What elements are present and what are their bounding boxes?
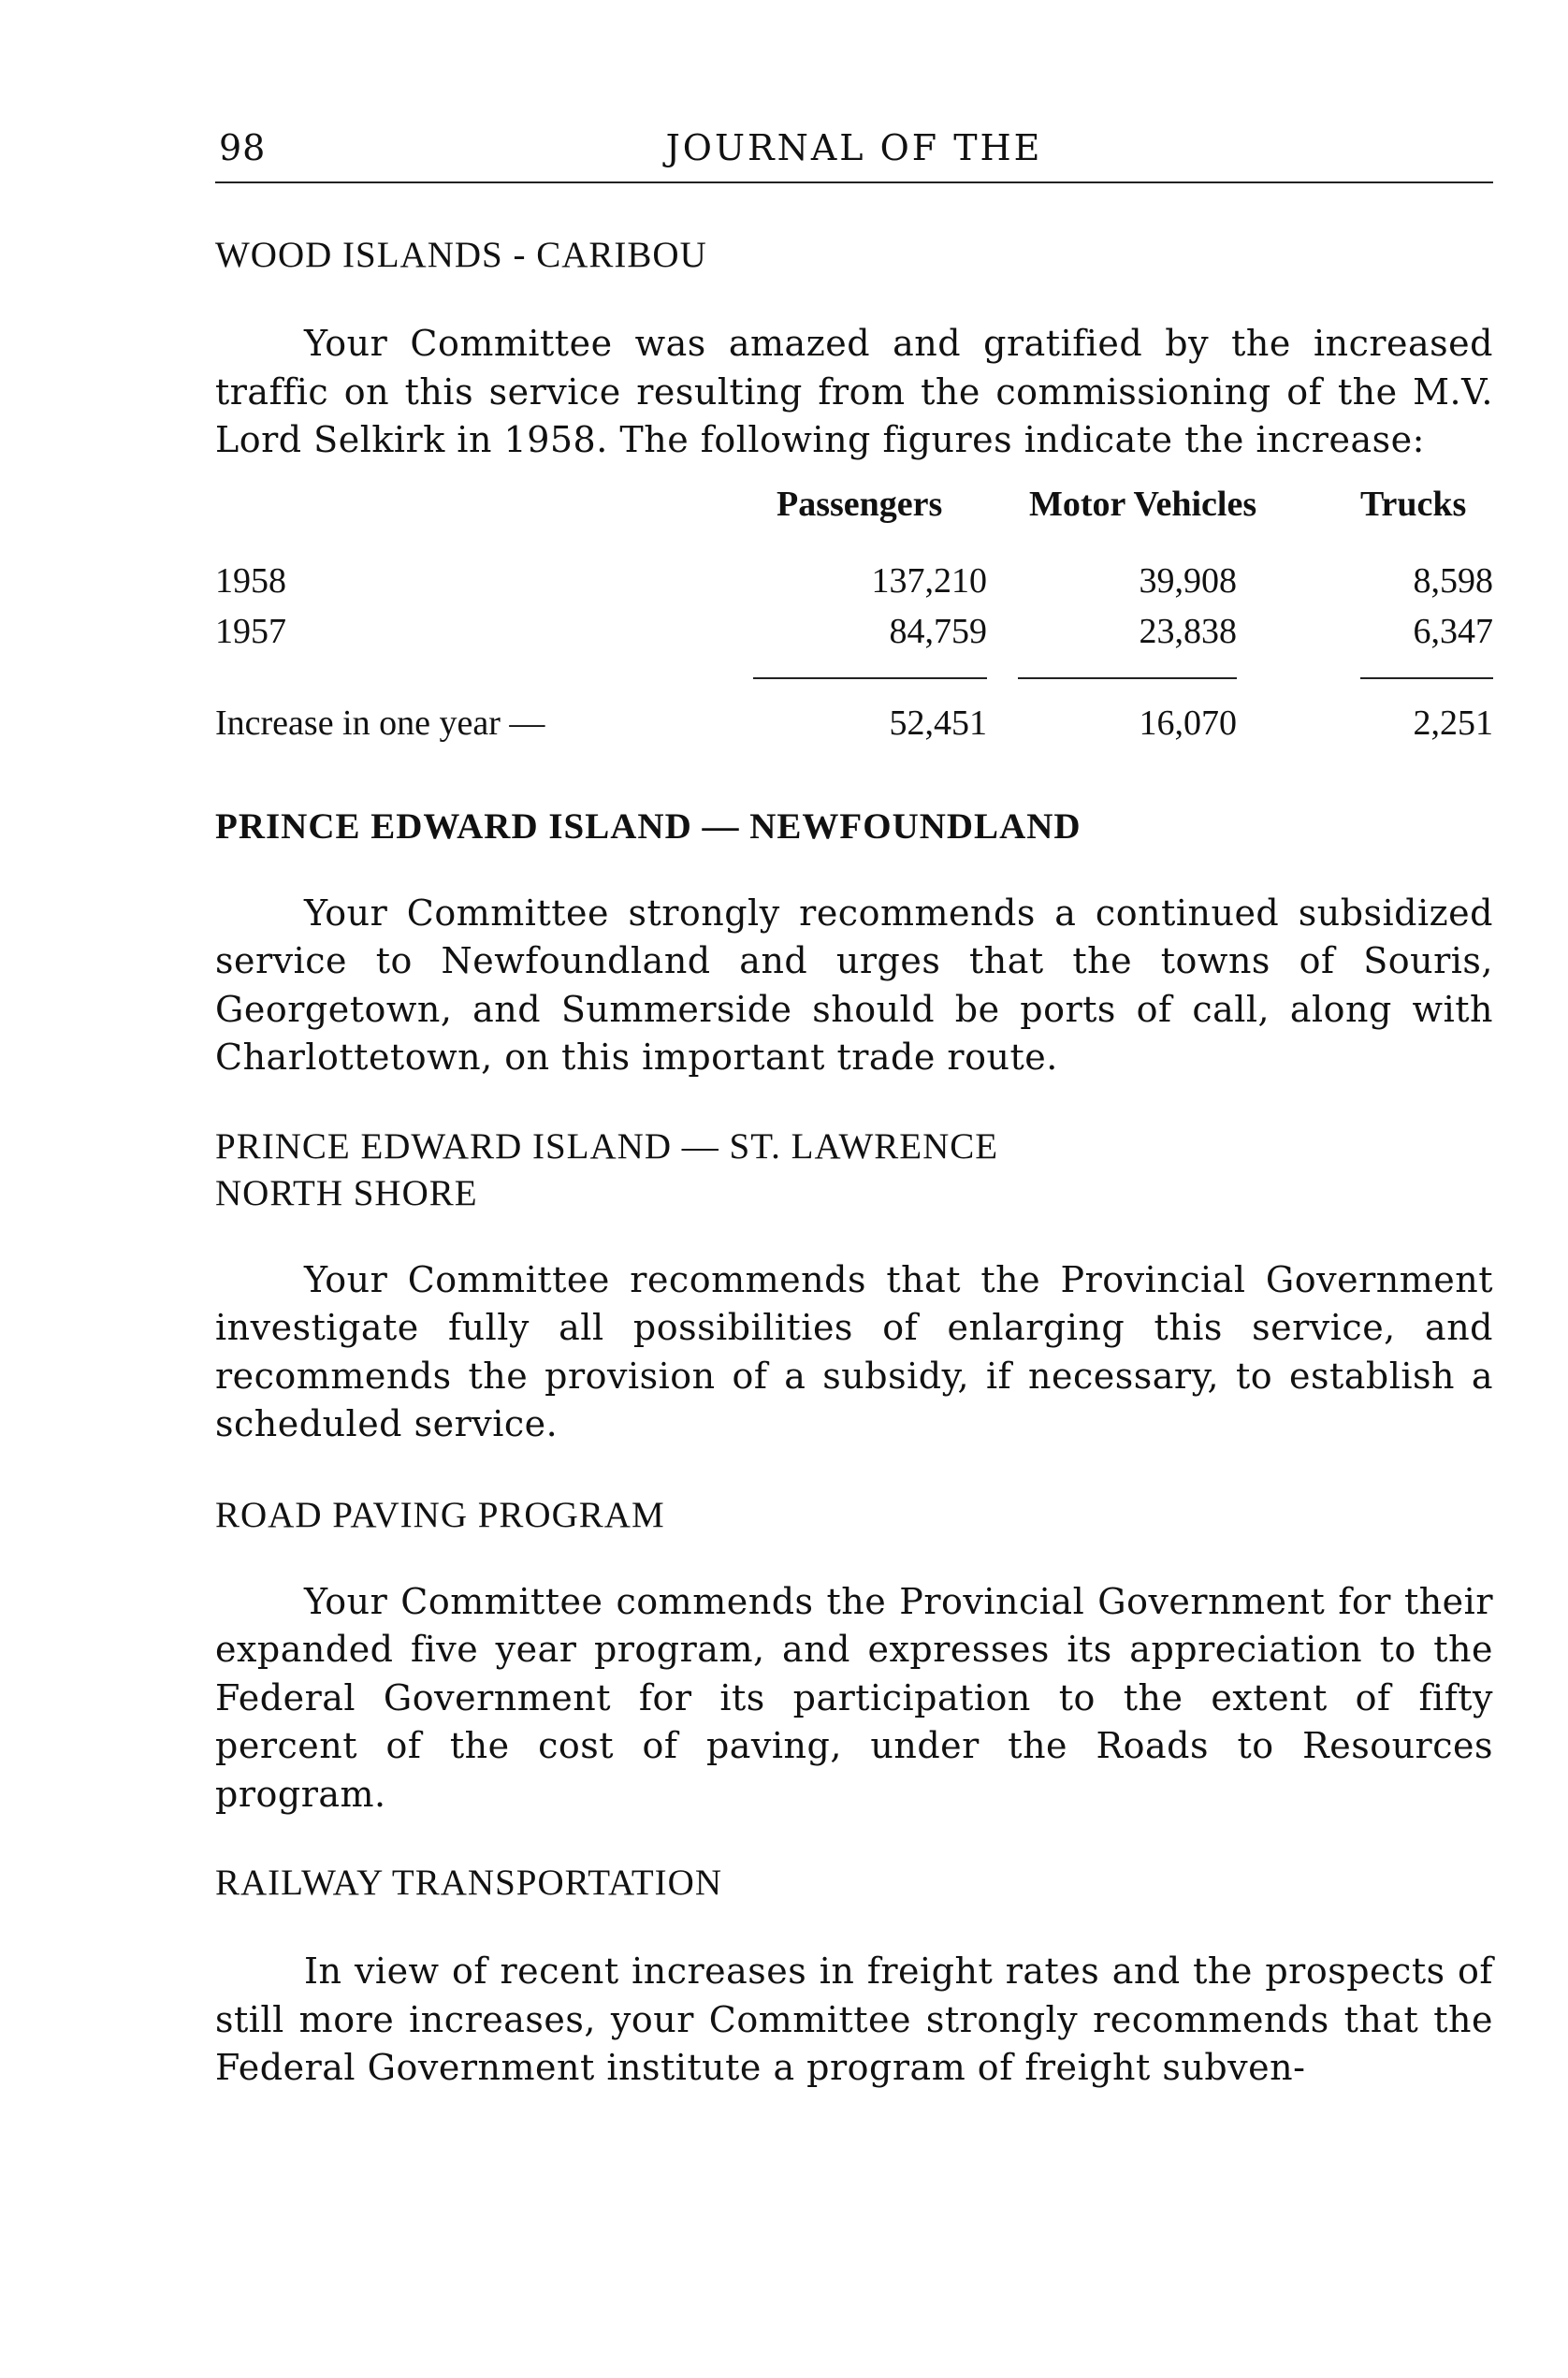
sum-rule-passengers <box>753 677 987 679</box>
running-head <box>215 122 1493 176</box>
row-label-1957: 1957 <box>215 611 286 651</box>
cell-1957-trucks: 6,347 <box>1413 611 1493 651</box>
cell-increase-motor-vehicles: 16,070 <box>1139 703 1237 743</box>
row-label-1958: 1958 <box>215 560 286 601</box>
paragraph-railway: In view of recent increases in freight rates and the prospects of still more increases, your Committee strongly recommends that the Federal Government institute a program of freight subven- <box>215 1950 1493 2088</box>
row-label-increase: Increase in one year — <box>215 703 545 743</box>
heading-north-shore-line2: NORTH SHORE <box>215 1172 478 1213</box>
paragraph-wood-islands: Your Committee was amazed and gratified by the increased traffic on this service resulting from the commissioning of the M.V. Lord Selkirk in 1958. The following figures indicate the increase: <box>215 323 1493 460</box>
cell-1958-passengers: 137,210 <box>871 560 987 601</box>
cell-1957-motor-vehicles: 23,838 <box>1139 611 1237 651</box>
heading-wood-islands: WOOD ISLANDS - CARIBOU <box>215 235 707 275</box>
paragraph-north-shore: Your Committee recommends that the Provincial Government investigate fully all possibilities of enlarging this service, and recommends the provision of a subsidy, if necessary, to establish a scheduled service. <box>215 1258 1493 1444</box>
heading-road-paving: ROAD PAVING PROGRAM <box>215 1494 665 1535</box>
column-header-motor-vehicles: Motor Vehicles <box>1029 484 1257 524</box>
heading-railway: RAILWAY TRANSPORTATION <box>215 1863 722 1903</box>
sum-rule-motor-vehicles <box>1018 677 1237 679</box>
paragraph-newfoundland: Your Committee strongly recommends a continued subsidized service to Newfoundland and urges that the towns of Souris, Georgetown, and Summerside should be ports of call, along with Charlottetown, on this important trade route. <box>215 892 1493 1078</box>
paragraph-road-paving: Your Committee commends the Provincial Government for their expanded five year program, and expresses its appreciation to the Federal Government for its participation to the extent of fifty percent of the cost of paving, under the Roads to Resources program. <box>215 1580 1493 1815</box>
heading-newfoundland: PRINCE EDWARD ISLAND — NEWFOUNDLAND <box>215 805 1082 847</box>
header-rule <box>215 181 1493 183</box>
cell-increase-trucks: 2,251 <box>1413 703 1493 743</box>
cell-1957-passengers: 84,759 <box>889 611 987 651</box>
journal-page <box>215 122 1493 2093</box>
column-header-passengers: Passengers <box>777 484 943 524</box>
traffic-table <box>215 484 1493 755</box>
heading-north-shore-line1: PRINCE EDWARD ISLAND — ST. LAWRENCE <box>215 1125 999 1167</box>
page-number: 98 <box>219 127 267 168</box>
cell-1958-trucks: 8,598 <box>1413 560 1493 601</box>
cell-increase-passengers: 52,451 <box>889 703 987 743</box>
journal-title: JOURNAL OF THE <box>665 127 1043 168</box>
sum-rule-trucks <box>1360 677 1493 679</box>
cell-1958-motor-vehicles: 39,908 <box>1139 560 1237 601</box>
column-header-trucks: Trucks <box>1360 484 1467 524</box>
